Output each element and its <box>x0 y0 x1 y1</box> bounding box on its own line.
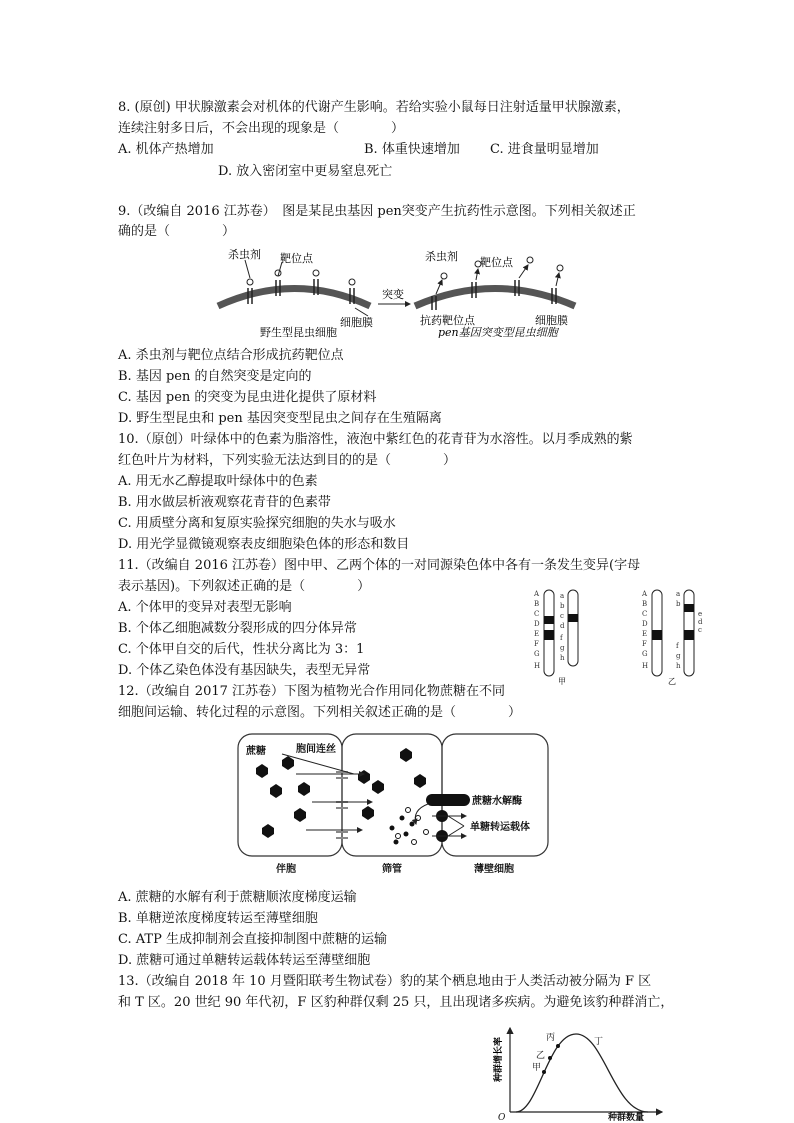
q9-option-d: D. 野生型昆虫和 pen 基因突变型昆虫之间存在生殖隔离 <box>118 411 442 426</box>
q9-option-c: C. 基因 pen 的突变为昆虫进化提供了原材料 <box>118 390 377 405</box>
q9-label-insecticide: 杀虫剂 <box>228 248 261 261</box>
q13-point-ding: 丁 <box>594 1037 604 1047</box>
svg-text:f: f <box>560 634 563 642</box>
q12-label-companion: 伴胞 <box>276 864 296 875</box>
q11-option-d: D. 个体乙染色体没有基因缺失，表型无异常 <box>118 663 371 678</box>
q11-option-a: A. 个体甲的变异对表型无影响 <box>118 600 292 615</box>
q8-option-a: A. 机体产热增加 <box>118 142 214 157</box>
q13-point-yi: 乙 <box>536 1051 546 1061</box>
svg-text:E: E <box>642 630 648 638</box>
q12-figure <box>236 732 552 878</box>
svg-text:H: H <box>642 662 649 670</box>
q12-option-d: D. 蔗糖可通过单糖转运载体转运至薄壁细胞 <box>118 953 371 968</box>
q11-chromosome-figure <box>528 586 718 690</box>
svg-text:G: G <box>534 650 540 658</box>
q8-stem-line2: 连续注射多日后，不会出现的现象是（ ） <box>118 121 405 136</box>
q10-stem-line2: 红色叶片为材料，下列实验无法达到目的的是（ ） <box>118 453 457 468</box>
q12-option-c: C. ATP 生成抑制剂会直接抑制图中蔗糖的运输 <box>118 932 387 947</box>
q13-point-bing: 丙 <box>546 1033 556 1043</box>
svg-text:B: B <box>642 600 648 608</box>
q12-label-parenchyma: 薄壁细胞 <box>474 864 514 875</box>
svg-text:h: h <box>560 654 565 662</box>
q8-option-b: B. 体重快速增加 <box>364 142 460 157</box>
q9-label-insecticide2: 杀虫剂 <box>425 250 458 263</box>
q12-stem-line1: 12.（改编自 2017 江苏卷）下图为植物光合作用同化物蔗糖在不同 <box>118 684 506 699</box>
q13-ylabel: 种群增长率 <box>494 1036 504 1082</box>
q13-growth-curve <box>516 1034 648 1112</box>
q11-label-yi: 乙 <box>668 677 676 686</box>
svg-text:c: c <box>560 612 564 620</box>
q11-stem-line2: 表示基因)。下列叙述正确的是（ ） <box>118 579 371 594</box>
svg-text:d: d <box>698 618 703 626</box>
q10-option-b: B. 用水做层析液观察花青苷的色素带 <box>118 495 331 510</box>
q13-stem-line1: 13.（改编自 2018 年 10 月暨阳联考生物试卷）豹的某个栖息地由于人类活动被分隔为 F 区 <box>118 974 652 989</box>
q8-option-c: C. 进食量明显增加 <box>490 142 599 157</box>
q10-stem-line1: 10.（原创）叶绿体中的色素为脂溶性，液泡中紫红色的花青苷为水溶性。以月季成熟的紫 <box>118 432 633 447</box>
svg-text:f: f <box>676 642 679 650</box>
q11-yi-chromosomes <box>641 590 703 686</box>
q9-label-mutation: 突变 <box>382 288 404 301</box>
q8-option-d: D. 放入密闭室中更易窒息死亡 <box>218 164 393 179</box>
q12-label-carrier: 单糖转运载体 <box>470 822 530 833</box>
q10-option-a: A. 用无水乙醇提取叶绿体中的色素 <box>118 474 318 489</box>
q9-label-membrane2: 细胞膜 <box>535 314 568 327</box>
svg-text:G: G <box>642 650 648 658</box>
svg-text:a: a <box>560 592 565 600</box>
q9-label-mutant-cell: pen基因突变型昆虫细胞 <box>438 326 558 338</box>
svg-text:A: A <box>534 590 540 598</box>
q8-stem-line1: 8. (原创) 甲状腺激素会对机体的代谢产生影响。若给实验小鼠每日注射适量甲状腺激素， <box>118 100 630 115</box>
q11-option-b: B. 个体乙细胞减数分裂形成的四分体异常 <box>118 621 357 636</box>
q13-growth-rate-figure <box>488 1024 668 1122</box>
q9-label-resistant-target: 抗药靶位点 <box>420 314 475 327</box>
svg-text:F: F <box>642 640 647 648</box>
q12-label-sucrase: 蔗糖水解酶 <box>472 796 522 807</box>
svg-text:g: g <box>676 652 681 660</box>
q10-option-d: D. 用光学显微镜观察表皮细胞染色体的形态和数目 <box>118 537 410 552</box>
q12-label-plasmodesmata: 胞间连丝 <box>296 744 336 755</box>
svg-text:B: B <box>534 600 540 608</box>
svg-text:F: F <box>534 640 539 648</box>
svg-text:h: h <box>676 662 681 670</box>
q13-point-jia: 甲 <box>532 1063 542 1073</box>
q12-option-a: A. 蔗糖的水解有利于蔗糖顺浓度梯度运输 <box>118 890 357 905</box>
svg-text:H: H <box>534 662 541 670</box>
q9-label-target2: 靶位点 <box>480 256 513 269</box>
q11-stem-line1: 11.（改编自 2016 江苏卷）图中甲、乙两个体的一对同源染色体中各有一条发生变异(字母 <box>118 558 641 573</box>
svg-text:C: C <box>642 610 648 618</box>
svg-text:a: a <box>676 590 681 598</box>
q9-stem-line1: 9.（改编自 2016 江苏卷） 图是某昆虫基因 pen突变产生抗药性示意图。下列相关叙述正 <box>118 204 636 219</box>
q9-label-membrane: 细胞膜 <box>340 316 373 329</box>
svg-text:D: D <box>534 620 540 628</box>
q12-stem-line2: 细胞间运输、转化过程的示意图。下列相关叙述正确的是（ ） <box>118 705 522 720</box>
svg-text:C: C <box>534 610 540 618</box>
q11-option-c: C. 个体甲自交的后代，性状分离比为 3：1 <box>118 642 365 657</box>
svg-text:e: e <box>698 610 703 618</box>
svg-text:D: D <box>642 620 648 628</box>
q13-xlabel: 种群数量 <box>608 1113 645 1122</box>
q11-label-jia: 甲 <box>558 677 566 686</box>
svg-text:g: g <box>560 644 565 652</box>
svg-text:E: E <box>534 630 540 638</box>
q11-jia-chromosomes <box>533 590 578 686</box>
q9-figure <box>210 246 590 338</box>
q13-origin: O <box>498 1113 506 1122</box>
q9-option-a: A. 杀虫剂与靶位点结合形成抗药靶位点 <box>118 348 344 363</box>
q13-stem-line2: 和 T 区。20 世纪 90 年代初，F 区豹种群仅剩 25 只，且出现诸多疾病。为避免该豹种群消亡， <box>118 995 674 1010</box>
q9-stem-line2: 确的是（ ） <box>118 224 236 239</box>
svg-text:c: c <box>698 626 702 634</box>
q10-option-c: C. 用质壁分离和复原实验探究细胞的失水与吸水 <box>118 516 396 531</box>
q9-label-wild-cell: 野生型昆虫细胞 <box>260 326 337 338</box>
q9-option-b: B. 基因 pen 的自然突变是定向的 <box>118 369 312 384</box>
svg-text:d: d <box>560 622 565 630</box>
svg-text:b: b <box>560 602 565 610</box>
q12-option-b: B. 单糖逆浓度梯度转运至薄壁细胞 <box>118 911 318 926</box>
q12-label-sucrose: 蔗糖 <box>246 746 266 757</box>
q9-label-target: 靶位点 <box>280 252 313 265</box>
svg-text:b: b <box>676 600 681 608</box>
svg-text:A: A <box>642 590 648 598</box>
q12-label-sieve: 筛管 <box>382 864 402 875</box>
